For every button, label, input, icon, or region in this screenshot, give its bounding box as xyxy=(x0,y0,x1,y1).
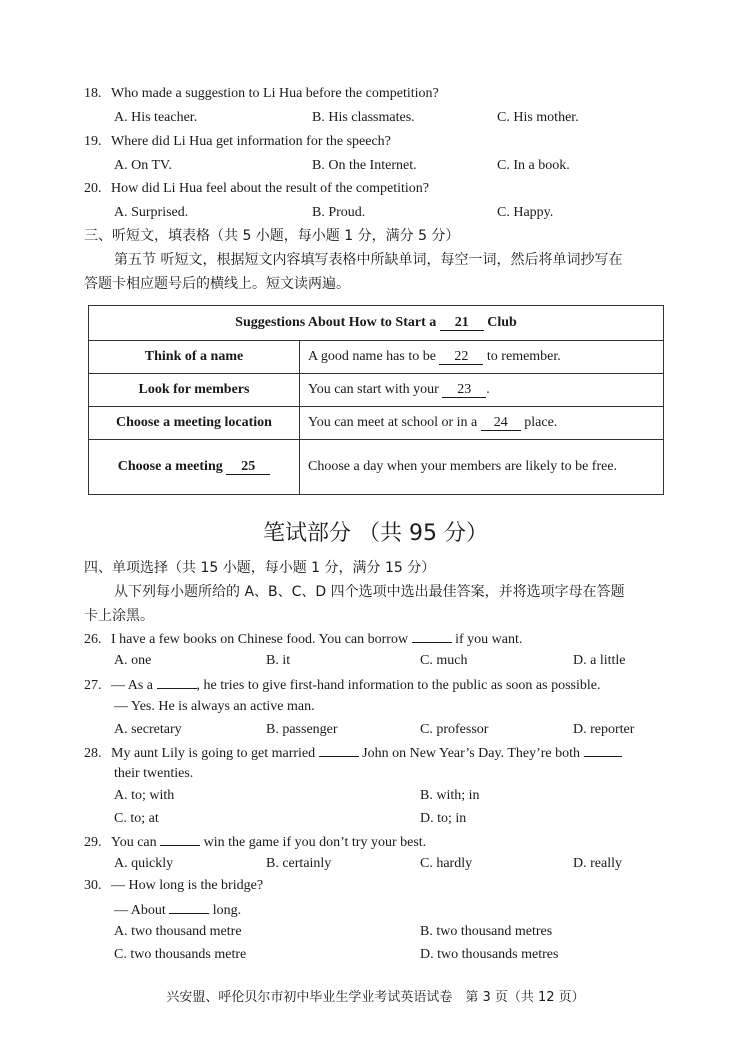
question-19 xyxy=(84,133,391,151)
question-28: 28. My aunt Lily is going to get married John on New Year’s Day. They’re both xyxy=(84,743,622,763)
section-4-instruction-cont: 卡上涂黑。 xyxy=(84,608,154,624)
option-b: B. Proud. xyxy=(312,205,366,220)
question-number: 28. xyxy=(84,746,102,761)
option-b: B. it xyxy=(266,653,291,668)
question-number: 29. xyxy=(84,835,102,850)
question-28-cont: their twenties. xyxy=(114,766,194,781)
option-b: B. with; in xyxy=(420,788,480,803)
question-20 xyxy=(84,180,429,198)
option-d: D. really xyxy=(573,856,622,871)
blank-24: 24 xyxy=(481,416,521,431)
option-d: D. a little xyxy=(573,653,626,668)
answer-blank xyxy=(584,743,622,757)
answer-blank xyxy=(169,900,209,914)
option-d: D. two thousands metres xyxy=(420,947,559,962)
question-number: 19. xyxy=(84,134,102,149)
row-label: Choose a meeting 25 xyxy=(89,440,300,495)
option-b: B. His classmates. xyxy=(312,110,415,125)
page-footer: 兴安盟、呼伦贝尔市初中毕业生学业考试英语试卷 第 3 页（共 12 页） xyxy=(166,990,585,1005)
row-value: You can start with your 23 . xyxy=(300,374,664,407)
option-a: A. quickly xyxy=(114,856,174,871)
written-part-title: 笔试部分 （共 95 分） xyxy=(263,521,488,546)
option-b: B. two thousand metres xyxy=(420,924,553,939)
question-number: 18. xyxy=(84,86,102,101)
option-c: C. professor xyxy=(420,722,489,737)
section-4-heading: 四、单项选择（共 15 小题，每小题 1 分，满分 15 分） xyxy=(84,560,436,576)
question-27: 27. — As a , he tries to give first-hand information to the public as soon as possible. xyxy=(84,675,600,695)
option-a: A. His teacher. xyxy=(114,110,198,125)
question-18 xyxy=(84,85,439,103)
option-c: C. two thousands metre xyxy=(114,947,247,962)
option-c: C. Happy. xyxy=(497,205,554,220)
question-30: 30. — How long is the bridge? xyxy=(84,878,264,893)
option-c: C. His mother. xyxy=(497,110,579,125)
blank-25: 25 xyxy=(226,460,270,475)
table-header: Suggestions About How to Start a 21 Club xyxy=(89,306,664,341)
option-d: D. to; in xyxy=(420,811,467,826)
blank-22: 22 xyxy=(439,350,483,365)
section-4-instruction: 从下列每小题所给的 A、B、C、D 四个选项中选出最佳答案，并将选项字母在答题 xyxy=(114,584,625,600)
suggestions-table xyxy=(88,305,664,495)
question-26: 26. I have a few books on Chinese food. You can borrow if you want. xyxy=(84,629,522,649)
question-29: 29. You can win the game if you don’t try your best. xyxy=(84,832,426,852)
question-number: 26. xyxy=(84,632,102,647)
option-a: A. On TV. xyxy=(114,158,172,173)
section-3-heading: 三、听短文，填表格（共 5 小题，每小题 1 分，满分 5 分） xyxy=(84,228,460,244)
option-a: A. Surprised. xyxy=(114,205,189,220)
option-d: D. reporter xyxy=(573,722,635,737)
answer-blank xyxy=(319,743,359,757)
option-a: A. two thousand metre xyxy=(114,924,242,939)
row-value: Choose a day when your members are likely to be free. xyxy=(300,440,664,495)
row-label: Think of a name xyxy=(89,341,300,374)
question-27-reply: — Yes. He is always an active man. xyxy=(114,699,315,714)
row-label: Choose a meeting location xyxy=(89,407,300,440)
option-b: B. passenger xyxy=(266,722,338,737)
question-30-reply: — About long. xyxy=(114,900,241,920)
question-text: How did Li Hua feel about the result of the competition? xyxy=(111,181,430,196)
option-c: C. hardly xyxy=(420,856,473,871)
question-text: Where did Li Hua get information for the speech? xyxy=(111,134,391,149)
row-label: Look for members xyxy=(89,374,300,407)
blank-21: 21 xyxy=(440,316,484,331)
section-3-instruction-cont: 答题卡相应题号后的横线上。短文读两遍。 xyxy=(84,276,350,292)
option-c: C. much xyxy=(420,653,468,668)
option-b: B. certainly xyxy=(266,856,332,871)
option-a: A. one xyxy=(114,653,152,668)
row-value: A good name has to be 22 to remember. xyxy=(300,341,664,374)
section-3-instruction: 第五节 听短文，根据短文内容填写表格中所缺单词，每空一词，然后将单词抄写在 xyxy=(114,252,623,268)
option-a: A. secretary xyxy=(114,722,182,737)
blank-23: 23 xyxy=(442,383,486,398)
option-c: C. In a book. xyxy=(497,158,570,173)
question-number: 27. xyxy=(84,678,102,693)
option-b: B. On the Internet. xyxy=(312,158,417,173)
answer-blank xyxy=(160,832,200,846)
answer-blank xyxy=(157,675,197,689)
option-c: C. to; at xyxy=(114,811,159,826)
question-text: Who made a suggestion to Li Hua before the competition? xyxy=(111,86,439,101)
answer-blank xyxy=(412,629,452,643)
row-value: You can meet at school or in a 24 place. xyxy=(300,407,664,440)
question-number: 20. xyxy=(84,181,102,196)
question-number: 30. xyxy=(84,878,102,893)
option-a: A. to; with xyxy=(114,788,175,803)
